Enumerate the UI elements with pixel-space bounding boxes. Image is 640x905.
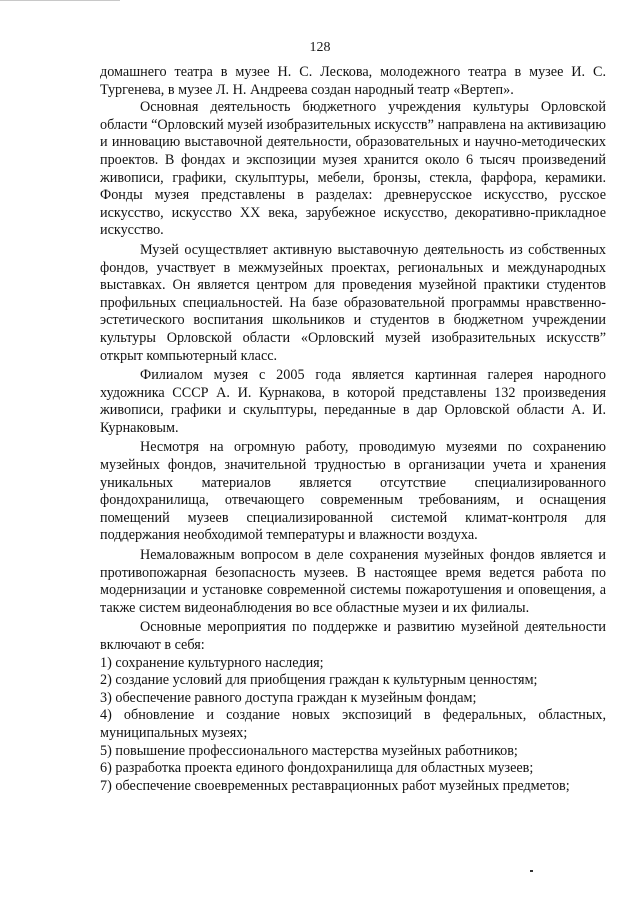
list-item: 4) обновление и создание новых экспозиций в федеральных, областных, муниципальных музеях; [100,707,606,741]
list-item: 6) разработка проекта единого фондохранилища для областных музеев; [100,760,534,777]
list-item: 5) повышение профессионального мастерства музейных работников; [100,742,518,759]
paragraph: Несмотря на огромную работу, проводимую музеями по сохранению музейных фондов, значительной трудностью в организации учета и хранения уникальных материалов является отсутствие специализированного фондохранилища, отвечающего современным требованиям, и оснащения помещений музеев специализированной системой климат-контроля для поддержания необходимой температуры и влажности воздуха. [100,439,606,544]
scan-speck [530,870,533,872]
paragraph: Филиалом музея с 2005 года является картинная галерея народного художника СССР А. И. Курнакова, в которой представлены 132 произведения живописи, графики и скульптуры, переданные в дар Орловской области А. И. Курнаковым. [100,367,606,436]
paragraph: Основная деятельность бюджетного учреждения культуры Орловской области “Орловский музей изобразительных искусств” направлена на активизацию и инновацию выставочной деятельности, образовательных и научно-методических проектов. В фондах и экспозиции музея хранится около 6 тысяч произведений живописи, графики, скульптуры, мебели, бронзы, стекла, фарфора, керамики. Фонды музея представлены в разделах: древнерусское искусство, русское искусство, искусство XX века, зарубежное искусство, декоративно-прикладное искусство. [100,99,606,239]
list-item: 1) сохранение культурного наследия; [100,654,324,671]
page-number: 128 [309,40,331,55]
list-item: 7) обеспечение своевременных реставрационных работ музейных предметов; [100,777,570,794]
list-item: 2) создание условий для приобщения граждан к культурным ценностям; [100,672,538,689]
paragraph: Основные мероприятия по поддержке и развитию музейной деятельности включают в себя: [100,619,606,653]
paragraph: домашнего театра в музее Н. С. Лескова, молодежного театра в музее И. С. Тургенева, в музее Л. Н. Андреева создан народный театр «Вертеп». [100,64,606,98]
list-item: 3) обеспечение равного доступа граждан к музейным фондам; [100,689,477,706]
paragraph: Музей осуществляет активную выставочную деятельность из собственных фондов, участвует в межмузейных проектах, региональных и международных выставках. Он является центром для проведения музейной практики студентов профильных специальностей. На базе образовательной программы нравственно-эстетического воспитания школьников и студентов в бюджетном учреждении культуры Орловской области «Орловский музей изобразительных искусств” открыт компьютерный класс. [100,241,606,364]
scan-edge-line [0,0,120,1]
document-body [100,64,606,795]
paragraph: Немаловажным вопросом в деле сохранения музейных фондов является и противопожарная безопасность музеев. В настоящее время ведется работа по модернизации и установке современной системы пожаротушения и оповещения, а также систем видеонаблюдения во все областные музеи и их филиалы. [100,547,606,616]
